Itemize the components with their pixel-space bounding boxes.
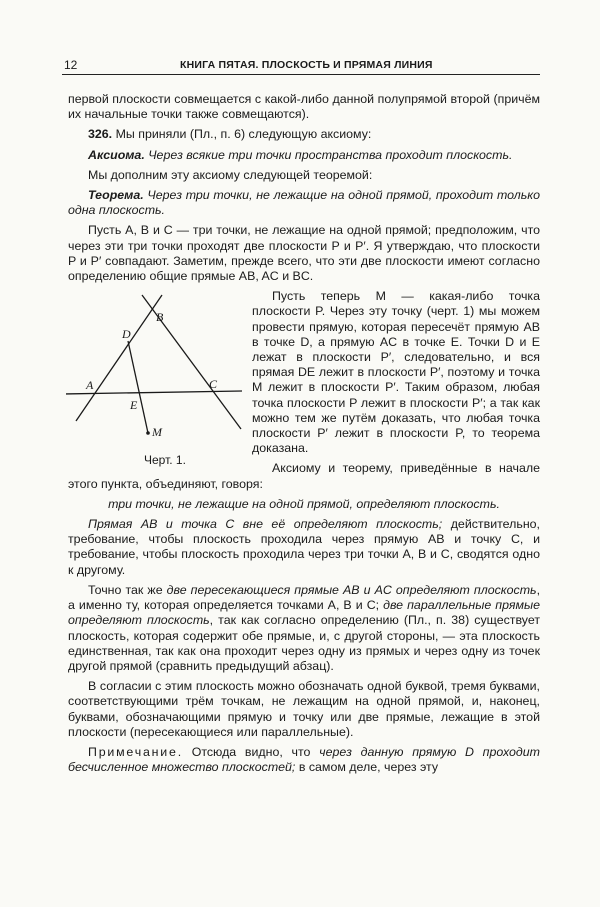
proof-text: Пусть теперь M — какая-либо точка плоскости P. Через эту точку (черт. 1) мы можем провести прямую, которая пересечёт прямую AB в точке D, а прямую AC в точке E. Точки D и E лежат в плоскости P′, следовательно, и вся прямая DE лежит в плоскости P′, поэтому и точка M лежит в плоскости P′. Таким образом, любая точка плоскости P лежит в плоскости P′; а так как можно тем же путём доказать, что любая точка плоскости P′ лежит в плоскости P, то теорема доказана. <box>252 289 540 456</box>
paragraph-text: действительно, требование, чтобы плоскость проходила через прямую AB и точку C, и требование, чтобы плоскость проходила через три точки A, B и C, сводятся одно к другому. <box>68 517 540 577</box>
line-ab <box>76 295 162 421</box>
paragraph-note <box>68 745 540 775</box>
paragraph-intro-theorem: Мы дополним эту аксиому следующей теоремой: <box>88 167 373 182</box>
paragraph-continuation: первой плоскости совмещается с какой-либо данной полупрямой второй (причём их начальные точки также совмещаются). <box>68 92 540 122</box>
text-run: Точно так же <box>88 582 167 597</box>
paragraph-two-lines <box>68 583 540 674</box>
figure-1 <box>66 291 246 469</box>
running-header <box>62 58 540 75</box>
text-run: в самом деле, через эту <box>295 760 439 775</box>
label-c: C <box>209 377 218 392</box>
axiom-label: Аксиома. <box>88 147 145 162</box>
paragraph-text: Мы приняли (Пл., п. 6) следующую аксиому: <box>112 127 372 142</box>
page-body <box>68 92 540 780</box>
label-m: M <box>152 425 162 440</box>
axiom-text: Через всякие три точки пространства проходит плоскость. <box>144 147 513 162</box>
page-number: 12 <box>64 58 78 72</box>
running-title: КНИГА ПЯТАЯ. ПЛОСКОСТЬ И ПРЯМАЯ ЛИНИЯ <box>180 59 433 71</box>
italic-statement: Прямая AB и точка C вне её определяют плоскость; <box>88 517 443 532</box>
point-m <box>146 431 150 435</box>
paragraph-notation: В согласии с этим плоскость можно обозначать одной буквой, тремя буквами, соответствующими трём точкам, не лежащим на одной прямой, и, наконец, буквами, обозначающими прямую и точку или две прямые, лежащие в этой плоскости (пересекающиеся или параллельные). <box>68 679 540 739</box>
theorem-label: Теорема. <box>88 188 144 203</box>
italic-statement: две пересекающиеся прямые AB и AC определяют плоскость <box>166 582 537 597</box>
text-run: Отсюда видно, что <box>182 744 320 759</box>
paragraph-proof-setup: Пусть A, B и C — три точки, не лежащие на одной прямой; предположим, что через эти три точки проходят две плоскости P и P′. Я утверждаю, что плоскости P и P′ совпадают. Заметим, прежде всего, что эти две плоскости имеют согласно определению общие прямые AB, AC и BC. <box>68 223 540 284</box>
section-number: 326. <box>88 127 113 142</box>
text-run: , так как согласно определению (Пл., п. 38) существует плоскость, которая содержит обе прямые, и, с другой стороны, — эта плоскость единственная, так как она проходит через одну из прямых и через одну из точек другой прямой (сравнить предыдущий абзац). <box>68 613 540 673</box>
italic-statement: через данную прямую D проходит бесчисленное множество плоскостей; <box>68 744 540 775</box>
theorem-text: Через три точки, не лежащие на одной прямой, проходит только одна плоскость. <box>68 188 540 218</box>
paragraph-summary: Аксиому и теорему, приведённые в начале этого пункта, объединяют, говоря: <box>68 461 540 491</box>
figure-1-drawing <box>66 291 246 456</box>
italic-statement: две параллельные прямые определяют плоскость <box>68 598 540 628</box>
figure-caption: Черт. 1. <box>144 453 186 468</box>
axiom <box>68 148 540 163</box>
text-run: , а именно ту, которая определяется точками A, B и C; <box>68 582 541 613</box>
label-d: D <box>122 327 131 342</box>
statement-three-points: три точки, не лежащие на одной прямой, определяют плоскость. <box>108 496 500 511</box>
paragraph-326 <box>68 127 540 142</box>
theorem <box>68 188 540 218</box>
paragraph-line-and-point <box>68 517 540 578</box>
paragraph-proof <box>68 289 540 468</box>
label-b: B <box>156 310 164 325</box>
note-label: Примечание. <box>88 744 183 759</box>
line-de <box>128 341 148 433</box>
label-e: E <box>130 398 138 413</box>
label-a: A <box>86 378 94 393</box>
